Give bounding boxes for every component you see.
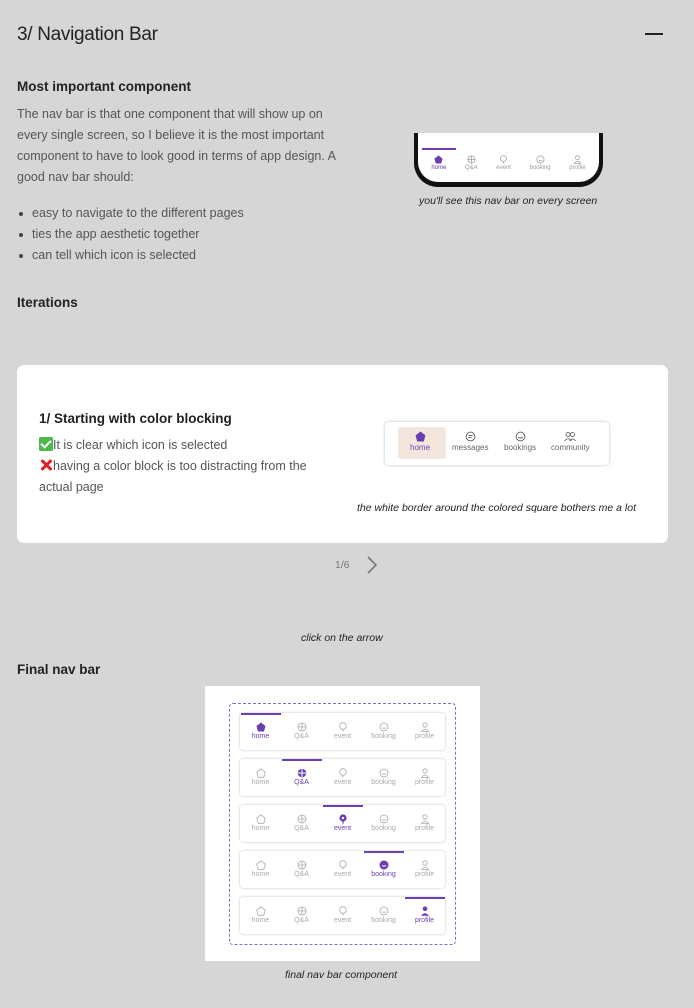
active-indicator: [422, 148, 456, 150]
nav-label: home: [251, 779, 270, 786]
home-icon: [256, 814, 266, 824]
nav-item-booking: [364, 814, 404, 832]
nav-label: Q&A: [294, 917, 309, 924]
nav-label: Q&A: [294, 779, 309, 786]
nav-label: profile: [414, 825, 435, 832]
home-icon: [256, 906, 266, 916]
nav-item-booking: [364, 768, 404, 786]
list-item: ties the app aesthetic together: [17, 224, 244, 245]
nav-label: booking: [371, 779, 396, 786]
booking-icon: [379, 906, 389, 916]
important-paragraph: The nav bar is that one component that will show up on every single screen, so I believe it is the most important component to have to look good in terms of app design. A good nav bar should:: [17, 107, 336, 184]
user-icon: [420, 860, 430, 870]
nav-item-qa: [282, 860, 322, 878]
active-indicator: [405, 897, 445, 899]
arrow-hint: click on the arrow: [301, 632, 383, 644]
nav-bar-variant-event: [240, 805, 445, 842]
nav-item-event: [323, 860, 363, 878]
nav-label: home: [251, 917, 270, 924]
nav-label: event: [333, 779, 352, 786]
booking-icon: [515, 431, 526, 442]
nav-label: event: [333, 917, 352, 924]
pin-icon: [499, 155, 508, 164]
user-icon: [573, 155, 582, 164]
nav-bar-variant-profile: [240, 897, 445, 934]
home-icon: [256, 860, 266, 870]
qa-icon: [297, 768, 307, 778]
iteration-caption: the white border around the colored square bothers me a lot: [357, 502, 637, 514]
nav-label: event: [333, 733, 352, 740]
nav-bar-variant-home: [240, 713, 445, 750]
home-icon: [256, 768, 266, 778]
community-icon: [564, 431, 576, 442]
qa-icon: [297, 722, 307, 732]
phone-mockup: [414, 133, 603, 187]
nav-label: profile: [414, 733, 435, 740]
nav-item-profile: [405, 814, 445, 832]
nav-item-community: community: [551, 431, 590, 452]
nav-label: Q&A: [294, 871, 309, 878]
nav-item-event: [323, 768, 363, 786]
nav-label: home: [251, 733, 270, 740]
check-icon: [39, 437, 53, 451]
color-block-nav: [385, 422, 609, 465]
nav-item-home: [241, 722, 281, 740]
cross-icon: [39, 458, 53, 472]
nav-label: profile: [414, 779, 435, 786]
nav-item-home: home: [431, 155, 446, 171]
nav-item-qa: [282, 814, 322, 832]
nav-label: profile: [414, 917, 435, 924]
nav-item-booking: booking: [530, 155, 551, 171]
nav-label: booking: [371, 871, 396, 878]
user-icon: [420, 814, 430, 824]
nav-item-home: [241, 860, 281, 878]
nav-item-event: [323, 722, 363, 740]
con-text: having a color block is too distracting from the actual page: [39, 459, 307, 494]
pin-icon: [338, 814, 348, 824]
home-icon: [415, 431, 426, 442]
nav-item-booking: [364, 860, 404, 878]
pro-text: It is clear which icon is selected: [53, 438, 228, 452]
qa-icon: [297, 906, 307, 916]
booking-icon: [536, 155, 545, 164]
home-icon: [434, 155, 443, 164]
active-indicator: [282, 759, 322, 761]
nav-item-qa: [282, 722, 322, 740]
nav-item-home: [241, 814, 281, 832]
nav-item-qa: [282, 768, 322, 786]
chat-icon: [465, 431, 476, 442]
nav-bar-variant-qa: [240, 759, 445, 796]
nav-label: Q&A: [294, 733, 309, 740]
phone-caption: you'll see this nav bar on every screen: [419, 195, 598, 207]
final-heading: Final nav bar: [17, 662, 101, 677]
nav-item-booking: [364, 906, 404, 924]
pin-icon: [338, 906, 348, 916]
iteration-card: [17, 365, 668, 543]
nav-label: Q&A: [294, 825, 309, 832]
pin-icon: [338, 768, 348, 778]
booking-icon: [379, 860, 389, 870]
iteration-title: 1/ Starting with color blocking: [39, 411, 232, 426]
final-caption: final nav bar component: [285, 969, 398, 981]
nav-label: home: [251, 825, 270, 832]
phone-screen: [418, 133, 599, 182]
nav-label: event: [333, 871, 352, 878]
nav-item-qa: [282, 906, 322, 924]
nav-label: profile: [414, 871, 435, 878]
nav-item-messages: messages: [452, 431, 488, 452]
nav-item-profile: [405, 906, 445, 924]
booking-icon: [379, 814, 389, 824]
user-icon: [420, 722, 430, 732]
page-indicator: 1/6: [335, 559, 350, 571]
pin-icon: [338, 722, 348, 732]
nav-item-home: [241, 768, 281, 786]
active-indicator: [323, 805, 363, 807]
nav-item-booking: [364, 722, 404, 740]
minus-icon: [645, 33, 663, 35]
nav-item-qa: Q&A: [465, 155, 478, 171]
user-icon: [420, 768, 430, 778]
iterations-heading: Iterations: [17, 295, 78, 310]
final-nav-figure: [205, 686, 480, 961]
nav-label: booking: [371, 917, 396, 924]
home-icon: [256, 722, 266, 732]
nav-label: event: [333, 825, 352, 832]
qa-icon: [467, 155, 476, 164]
booking-icon: [379, 768, 389, 778]
nav-item-event: event: [496, 155, 511, 171]
collapse-button[interactable]: [644, 28, 664, 40]
nav-label: booking: [371, 733, 396, 740]
booking-icon: [379, 722, 389, 732]
user-icon: [420, 906, 430, 916]
active-indicator: [241, 713, 281, 715]
nav-item-bookings: bookings: [504, 431, 536, 452]
nav-label: booking: [371, 825, 396, 832]
nav-item-event: [323, 906, 363, 924]
iteration-notes: [39, 435, 339, 498]
nav-item-profile: profile: [569, 155, 585, 171]
carousel-pager: [335, 555, 382, 575]
bullet-list: [17, 203, 244, 266]
nav-item-profile: [405, 722, 445, 740]
nav-item-profile: [405, 860, 445, 878]
nav-item-event: [323, 814, 363, 832]
important-heading: Most important component: [17, 79, 191, 94]
list-item: can tell which icon is selected: [17, 245, 244, 266]
qa-icon: [297, 814, 307, 824]
nav-item-home: [241, 906, 281, 924]
nav-item-home: home: [410, 431, 430, 452]
nav-bar-variant-booking: [240, 851, 445, 888]
active-indicator: [364, 851, 404, 853]
chevron-right-icon[interactable]: [362, 555, 382, 575]
list-item: easy to navigate to the different pages: [17, 203, 244, 224]
nav-label: home: [251, 871, 270, 878]
nav-item-profile: [405, 768, 445, 786]
component-set-frame: [229, 703, 456, 945]
qa-icon: [297, 860, 307, 870]
pin-icon: [338, 860, 348, 870]
section-title: 3/ Navigation Bar: [17, 24, 158, 45]
